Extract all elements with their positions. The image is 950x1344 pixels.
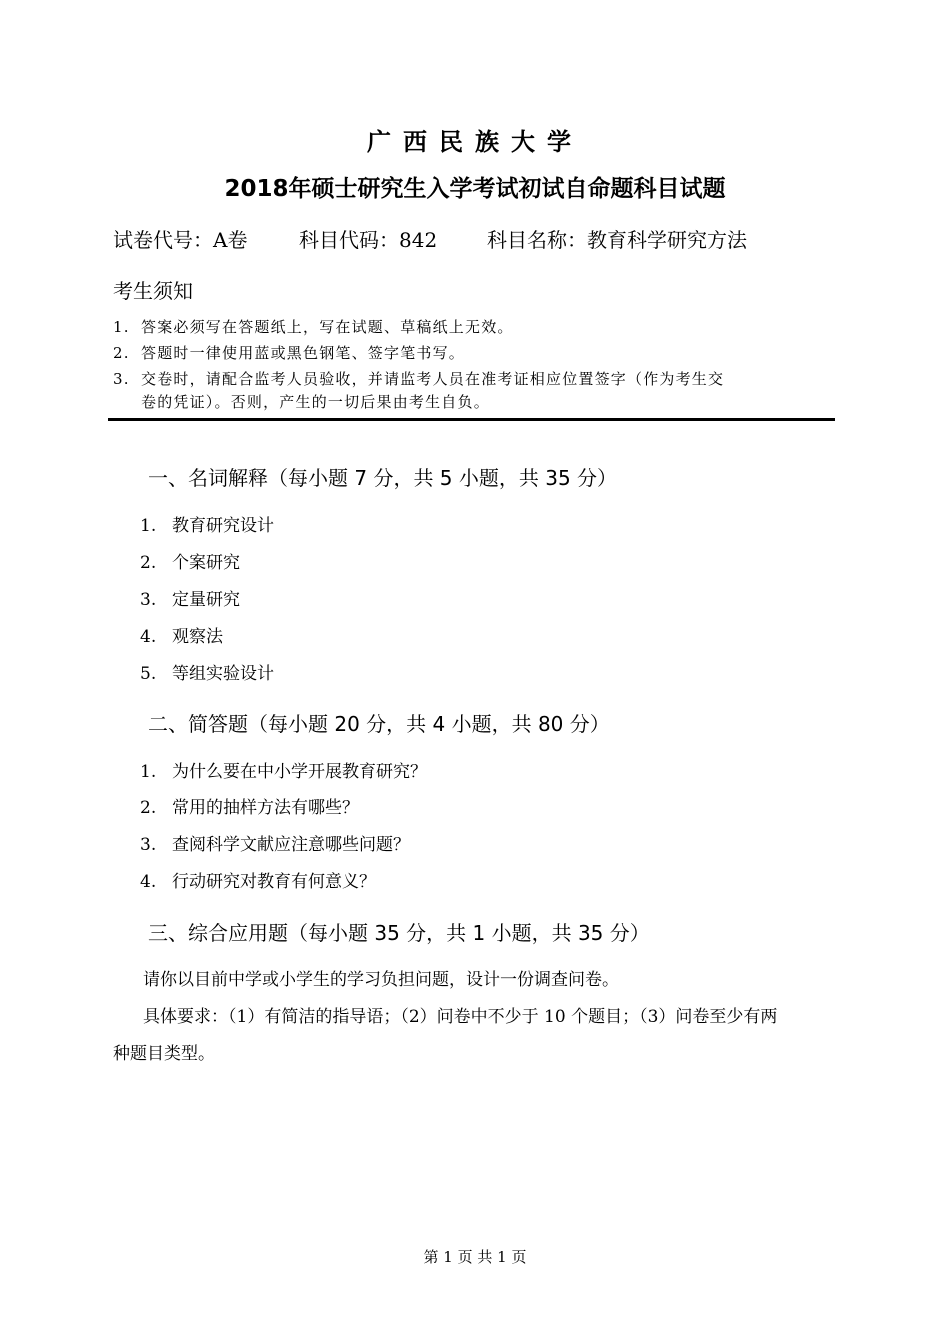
notice-item-text: 交卷时，请配合监考人员验收，并请监考人员在准考证相应位置签字（作为考生交: [141, 370, 725, 388]
item-text: 观察法: [172, 627, 223, 647]
list-item: [140, 622, 223, 647]
notice-item-number: 3.: [113, 370, 130, 388]
paper-code: 试卷代号：A卷: [113, 228, 248, 252]
list-item: [140, 793, 359, 818]
item-text: 查阅科学文献应注意哪些问题？: [172, 835, 410, 855]
notice-item: [113, 316, 514, 337]
list-item: [140, 830, 410, 855]
item-number: 2.: [140, 553, 157, 573]
notice-item-text: 答案必须写在答题纸上，写在试题、草稿纸上无效。: [141, 318, 514, 336]
list-item: [140, 757, 427, 782]
divider-rule: [108, 418, 835, 421]
list-item: [140, 585, 240, 610]
exam-title: 2018年硕士研究生入学考试初试自命题科目试题: [224, 176, 726, 202]
item-number: 2.: [140, 798, 157, 818]
section-title: 三、综合应用题（每小题 35 分，共 1 小题，共 35 分）: [148, 921, 650, 945]
item-text: 行动研究对教育有何意义？: [172, 872, 376, 892]
list-item: [140, 511, 274, 536]
item-text: 教育研究设计: [172, 516, 274, 536]
section-title: 一、名词解释（每小题 7 分，共 5 小题，共 35 分）: [148, 466, 618, 490]
item-number: 3.: [140, 590, 157, 610]
notice-heading: 考生须知: [113, 279, 193, 303]
subject-name: 科目名称：教育科学研究方法: [487, 228, 747, 252]
item-text: 常用的抽样方法有哪些？: [172, 798, 359, 818]
item-number: 4.: [140, 872, 157, 892]
question-paragraph: 请你以目前中学或小学生的学习负担问题，设计一份调查问卷。: [143, 970, 619, 990]
notice-item: [113, 368, 724, 389]
item-text: 为什么要在中小学开展教育研究？: [172, 762, 427, 782]
notice-item-continuation: 卷的凭证）。否则，产生的一切后果由考生自负。: [141, 393, 490, 411]
notice-item-number: 2.: [113, 344, 130, 362]
list-item: [140, 867, 376, 892]
section-title: 二、简答题（每小题 20 分，共 4 小题，共 80 分）: [148, 712, 610, 736]
notice-item-text: 答题时一律使用蓝或黑色钢笔、签字笔书写。: [141, 344, 466, 362]
question-paragraph: 具体要求：（1）有简洁的指导语；（2）问卷中不少于 10 个题目；（3）问卷至少有两: [143, 1007, 778, 1027]
notice-item-number: 1.: [113, 318, 130, 336]
exam-meta: [113, 224, 747, 253]
subject-code: 科目代码：842: [299, 228, 438, 252]
university-name: 广西民族大学: [367, 128, 583, 156]
question-paragraph: 种题目类型。: [113, 1044, 215, 1064]
item-number: 1.: [140, 762, 157, 782]
list-item: [140, 548, 240, 573]
item-text: 等组实验设计: [172, 664, 274, 684]
item-number: 1.: [140, 516, 157, 536]
item-number: 4.: [140, 627, 157, 647]
item-number: 5.: [140, 664, 157, 684]
list-item: [140, 659, 274, 684]
page-number: 第 1 页 共 1 页: [423, 1248, 527, 1266]
item-text: 个案研究: [172, 553, 240, 573]
item-number: 3.: [140, 835, 157, 855]
item-text: 定量研究: [172, 590, 240, 610]
notice-item: [113, 342, 465, 363]
